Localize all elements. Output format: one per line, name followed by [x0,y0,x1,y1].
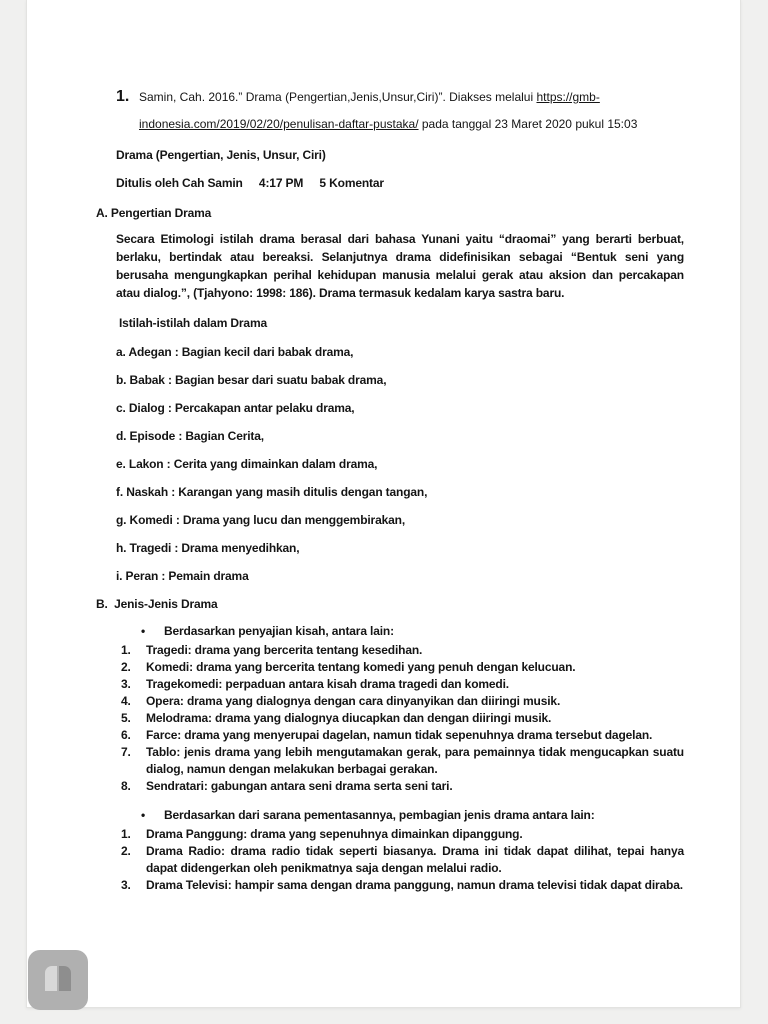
byline-time: 4:17 PM [258,176,304,190]
drama-type-item [121,693,684,710]
term-item: e. Lakon : Cerita yang dimainkan dalam drama, [116,457,378,471]
reference-entry [116,84,684,138]
drama-type-item [121,710,684,727]
list-item-number: 8. [121,779,131,793]
list-item-number: 3. [121,878,131,892]
list-item-number: 7. [121,745,131,759]
list-item-number: 4. [121,694,131,708]
bullet-icon: • [141,624,146,638]
list-item-number: 6. [121,728,131,742]
list-item-text: Melodrama: drama yang dialognya diucapkan dan dengan diiringi musik. [146,711,552,725]
reference-text-before-link: Samin, Cah. 2016.” Drama (Pengertian,Jenis,Unsur,Ciri)”. Diakses melalui [139,90,537,104]
list-item-number: 2. [121,660,131,674]
reference-text-after-link: pada tanggal 23 Maret 2020 pukul 15:03 [418,117,638,131]
term-item: d. Episode : Bagian Cerita, [116,429,264,443]
drama-type-item [121,727,684,744]
bullet-icon: • [141,808,146,822]
list-item-text: Tablo: jenis drama yang lebih mengutamakan gerak, para pemainnya tidak mengucapkan suatu dialog, namun dengan melakukan berbagai gerakan. [146,745,684,776]
list-item-number: 1. [121,643,131,657]
document-page [26,0,741,1008]
list-item-number: 3. [121,677,131,691]
drama-type-item [121,778,684,795]
bullet-intro-staging-media [141,807,684,824]
document-content [27,0,740,894]
drama-type-item [121,659,684,676]
viewer-logo-icon [28,950,88,1010]
bullet-intro-presentation-style [141,623,684,640]
section-a-heading: A. Pengertian Drama [96,206,212,220]
term-item: f. Naskah : Karangan yang masih ditulis dengan tangan, [116,485,428,499]
list-item-number: 1. [121,827,131,841]
list-item-text: Tragekomedi: perpaduan antara kisah drama tragedi dan komedi. [146,677,509,691]
list-item-text: Farce: drama yang menyerupai dagelan, namun tidak sepenuhnya drama tersebut dagelan. [146,728,653,742]
terms-list [116,343,684,585]
term-item: h. Tragedi : Drama menyedihkan, [116,541,300,555]
term-item: c. Dialog : Percakapan antar pelaku drama, [116,401,355,415]
drama-type-item [121,676,684,693]
list-item-text: Sendratari: gabungan antara seni drama serta seni tari. [146,779,453,793]
reference-link[interactable]: https://gmb-indonesia.com/2019/02/20/penulisan-daftar-pustaka/ [139,90,600,131]
term-item: g. Komedi : Drama yang lucu dan menggembirakan, [116,513,406,527]
list-item-text: Komedi: drama yang bercerita tentang komedi yang penuh dengan kelucuan. [146,660,576,674]
section-a-paragraph: Secara Etimologi istilah drama berasal dari bahasa Yunani yaitu “draomai” yang berarti berbuat, berlaku, bertindak atau bereaksi. Selanjutnya drama didefinisikan sebagai “Bentuk seni yang berusaha mengungkapkan perihal kehidupan manusia melalui gerak atau aksion dan percakapan atau dialog.”, (Tjahyono: 1998: 186). Drama termasuk kedalam karya sastra baru. [116,232,684,300]
byline-author: Ditulis oleh Cah Samin [116,176,243,190]
term-item: i. Peran : Pemain drama [116,569,249,583]
list-item-text: Drama Televisi: hampir sama dengan drama panggung, namun drama televisi tidak dapat diraba. [146,878,683,892]
bullet-intro-text: Berdasarkan penyajian kisah, antara lain: [164,624,394,638]
drama-types-by-story-list [121,642,684,795]
section-b-heading: B. Jenis-Jenis Drama [96,597,218,611]
terms-heading: Istilah-istilah dalam Drama [119,316,268,330]
list-item-text: Drama Panggung: drama yang sepenuhnya dimainkan dipanggung. [146,827,523,841]
drama-type-item [121,843,684,877]
list-item-number: 5. [121,711,131,725]
drama-type-item [121,744,684,778]
reference-number: 1. [116,88,130,105]
term-item: b. Babak : Bagian besar dari suatu babak drama, [116,373,387,387]
byline-comments: 5 Komentar [319,176,384,190]
drama-type-item [121,826,684,843]
reference-text [139,84,664,138]
list-item-text: Opera: drama yang dialognya dengan cara dinyanyikan dan diiringi musik. [146,694,561,708]
list-item-number: 2. [121,844,131,858]
list-item-text: Tragedi: drama yang bercerita tentang kesedihan. [146,643,423,657]
term-item: a. Adegan : Bagian kecil dari babak drama, [116,345,354,359]
article-title: Drama (Pengertian, Jenis, Unsur, Ciri) [116,148,326,162]
bullet-intro-text: Berdasarkan dari sarana pementasannya, pembagian jenis drama antara lain: [164,808,595,822]
list-item-text: Drama Radio: drama radio tidak seperti biasanya. Drama ini tidak dapat dilihat, tepai hanya dapat didengerkan oleh penikmatnya saja dengan melalui radio. [146,844,684,875]
drama-type-item [121,642,684,659]
drama-types-by-media-list [121,826,684,894]
article-byline [116,174,684,192]
drama-type-item [121,877,684,894]
